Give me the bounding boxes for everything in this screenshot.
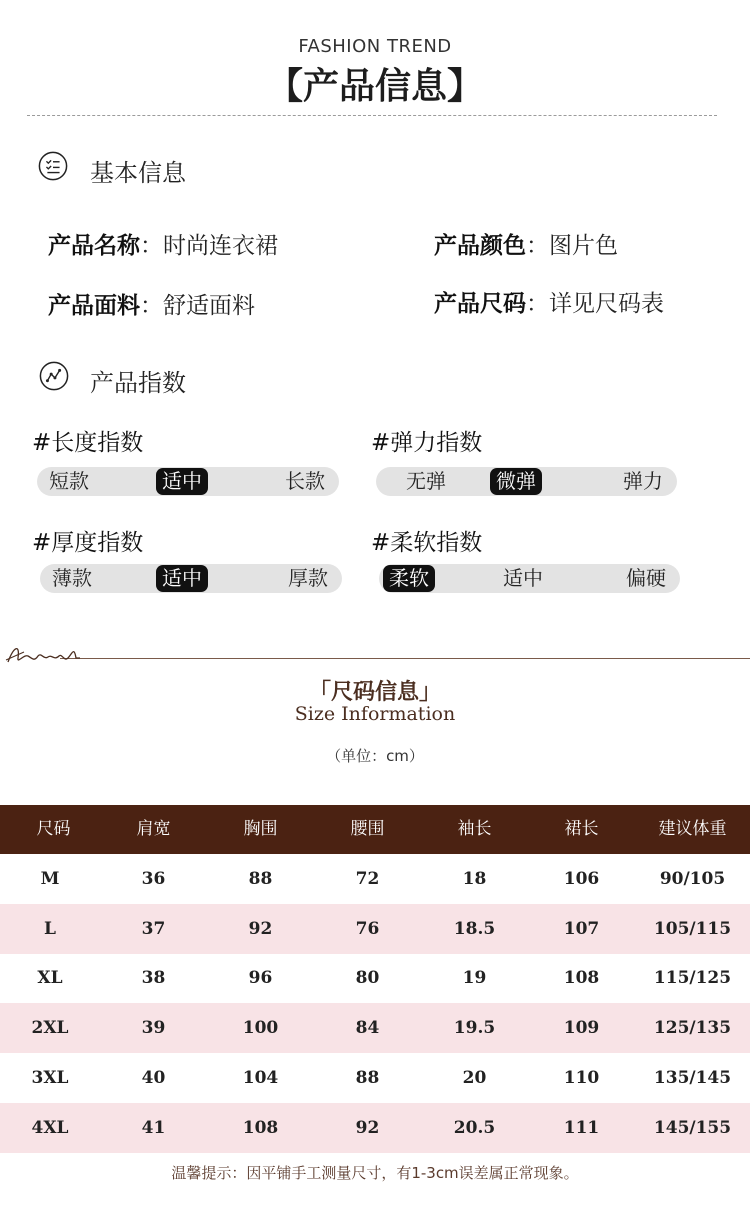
option-thick: 厚款 <box>288 566 328 590</box>
table-cell: 108 <box>242 1117 279 1138</box>
table-cell: 96 <box>248 968 273 989</box>
softness-index-scale <box>379 564 680 593</box>
thickness-index-scale <box>40 564 342 593</box>
info-label: 产品名称 <box>48 233 140 259</box>
table-cell: 110 <box>563 1067 600 1088</box>
option-long: 长款 <box>285 469 325 493</box>
option-stretch: 弹力 <box>623 469 663 493</box>
col-header: 袖长 <box>457 819 492 839</box>
table-cell: 88 <box>355 1067 380 1088</box>
basic-section-title: 基本信息 <box>90 159 186 187</box>
table-cell: 20.5 <box>453 1117 496 1138</box>
option-medium-selected: 适中 <box>156 565 208 592</box>
table-row <box>0 1103 750 1153</box>
table-row <box>0 904 750 954</box>
col-header: 尺码 <box>36 819 71 839</box>
table-cell: 3XL <box>31 1067 69 1088</box>
table-cell: 111 <box>563 1117 600 1138</box>
table-cell: 100 <box>242 1018 279 1039</box>
trend-line-icon <box>39 361 69 395</box>
option-thin: 薄款 <box>52 566 92 590</box>
col-header: 建议体重 <box>658 819 727 839</box>
index-section-title: 产品指数 <box>90 369 186 397</box>
length-index-scale <box>37 467 339 496</box>
info-value: 舒适面料 <box>163 293 255 319</box>
info-fabric <box>48 287 255 320</box>
table-cell: 36 <box>141 869 166 889</box>
table-cell: 41 <box>141 1117 166 1138</box>
table-cell: L <box>44 918 56 939</box>
info-sep: ： <box>526 291 549 317</box>
info-value: 详见尺码表 <box>549 291 664 317</box>
elasticity-index-title: #弹力指数 <box>371 430 483 456</box>
table-cell: 18.5 <box>453 918 496 939</box>
size-section-subtitle: Size Information <box>294 703 456 725</box>
table-cell: 2XL <box>31 1018 69 1039</box>
option-short: 短款 <box>49 469 89 493</box>
signature-scribble <box>4 640 84 674</box>
option-medium: 适中 <box>503 566 543 590</box>
col-header: 腰围 <box>350 819 385 839</box>
table-cell: 109 <box>563 1018 600 1039</box>
col-header: 裙长 <box>564 819 599 839</box>
table-cell: 18 <box>462 869 487 889</box>
table-cell: 19 <box>462 968 487 989</box>
info-sep: ： <box>526 233 549 259</box>
elasticity-index-scale <box>376 467 677 496</box>
table-cell: 4XL <box>31 1117 69 1138</box>
table-cell: 19.5 <box>453 1018 496 1039</box>
option-soft-selected: 柔软 <box>383 565 435 592</box>
info-value: 图片色 <box>549 233 618 259</box>
table-cell: 76 <box>355 918 380 939</box>
table-cell: 107 <box>563 918 600 939</box>
table-cell: 90/105 <box>659 869 726 889</box>
unit-label: （单位：cm） <box>326 747 424 765</box>
table-cell: 38 <box>141 968 166 989</box>
table-cell: 105/115 <box>653 918 732 939</box>
table-cell: 135/145 <box>653 1067 732 1088</box>
option-slight-stretch-selected: 微弹 <box>490 468 542 495</box>
info-size <box>434 285 664 318</box>
header-kicker: FASHION TREND <box>298 36 452 57</box>
info-label: 产品颜色 <box>434 233 526 259</box>
brown-divider-line <box>60 658 750 659</box>
table-cell: 125/135 <box>653 1018 732 1039</box>
table-cell: 80 <box>355 968 380 989</box>
size-section-title: 「尺码信息」 <box>308 680 441 705</box>
length-index-title: #长度指数 <box>32 430 144 456</box>
table-row <box>0 1053 750 1103</box>
table-cell: 37 <box>141 918 166 939</box>
info-label: 产品面料 <box>48 293 140 319</box>
list-check-icon <box>38 151 68 185</box>
option-medium-selected: 适中 <box>156 468 208 495</box>
table-cell: 72 <box>355 869 380 889</box>
option-no-stretch: 无弹 <box>406 469 446 493</box>
table-row <box>0 854 750 904</box>
table-cell: 40 <box>141 1067 166 1088</box>
table-cell: 108 <box>563 968 600 989</box>
table-cell: 104 <box>242 1067 279 1088</box>
col-header: 肩宽 <box>136 819 171 839</box>
option-stiff: 偏硬 <box>626 566 666 590</box>
page-title: 【产品信息】 <box>266 66 483 107</box>
table-cell: 84 <box>355 1018 380 1039</box>
table-cell: 92 <box>248 918 273 939</box>
table-row <box>0 1003 750 1053</box>
table-cell: 88 <box>248 869 273 889</box>
thickness-index-title: #厚度指数 <box>32 530 144 556</box>
table-cell: 39 <box>141 1018 166 1039</box>
info-name <box>48 227 278 260</box>
softness-index-title: #柔软指数 <box>371 530 483 556</box>
table-cell: 20 <box>462 1067 487 1088</box>
info-sep: ： <box>140 233 163 259</box>
col-header: 胸围 <box>243 819 278 839</box>
table-cell: M <box>40 869 60 889</box>
table-row <box>0 953 750 1003</box>
info-label: 产品尺码 <box>434 291 526 317</box>
info-value: 时尚连衣裙 <box>163 233 278 259</box>
table-cell: XL <box>37 968 63 989</box>
table-cell: 145/155 <box>653 1117 732 1138</box>
info-color <box>434 227 618 260</box>
table-cell: 115/125 <box>653 968 732 989</box>
dashed-divider <box>27 115 717 116</box>
table-cell: 92 <box>355 1117 380 1138</box>
measurement-note: 温馨提示：因平铺手工测量尺寸，有1-3cm误差属正常现象。 <box>171 1164 579 1182</box>
size-table-header <box>0 805 750 854</box>
info-sep: ： <box>140 293 163 319</box>
table-cell: 106 <box>563 869 600 889</box>
